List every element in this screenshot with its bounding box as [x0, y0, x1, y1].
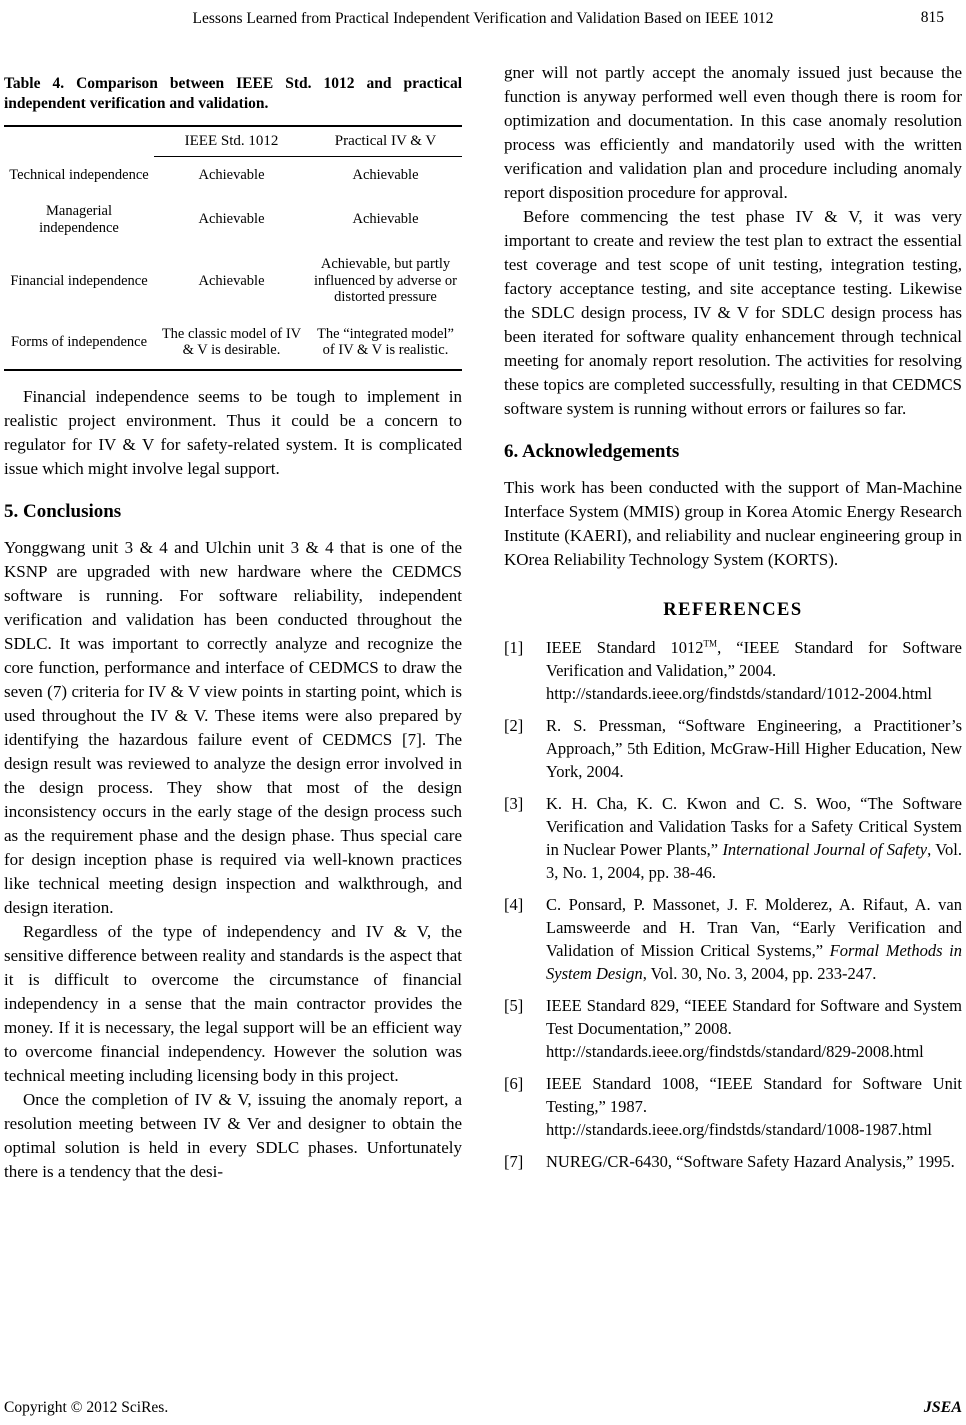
- journal-title-italic: Formal Methods in System Design: [546, 941, 962, 983]
- page-number: 815: [920, 9, 944, 26]
- right-column: [504, 61, 962, 1184]
- reference-url: http://standards.ieee.org/findstds/standard/1012-2004.html: [546, 684, 933, 703]
- reference-number: [4]: [504, 895, 524, 914]
- reference-item: [504, 1150, 962, 1173]
- reference-item: [504, 792, 962, 884]
- conclusions-heading: 5. Conclusions: [4, 500, 122, 522]
- table-cell: The “integrated model” of IV & V is realistic.: [317, 325, 454, 358]
- table-corner-cell: [4, 127, 154, 157]
- references-list: [504, 636, 962, 1173]
- paragraph-acknowledgements: This work has been conducted with the support of Man-Machine Interface System (MMIS) group in Korea Atomic Energy Research Institute (KAERI), and reliability and nuclear engineering group in KOrea Reliability Technology System (KORTS).: [504, 478, 962, 569]
- reference-text: NUREG/CR-6430, “Software Safety Hazard Analysis,” 1995.: [546, 1152, 955, 1171]
- table-row-label: Forms of independence: [10, 333, 148, 350]
- journal-title-italic: International Journal of Safety: [722, 840, 928, 859]
- reference-number: [7]: [504, 1152, 524, 1171]
- acknowledgements-heading: 6. Acknowledgements: [504, 441, 680, 462]
- paragraph-continued-from-left: gner will not partly accept the anomaly issued just because the function is anyway performed well even though there is room for optimization and documentation. In this case anomaly resolution process was efficiently and mandatorily used with the written verification and validation plan and procedure including anomaly report disposition procedure for approval.: [504, 63, 962, 202]
- table-cell: Achievable: [352, 166, 419, 183]
- reference-number: [5]: [504, 996, 524, 1015]
- reference-number: [6]: [504, 1074, 524, 1093]
- reference-text: C. Ponsard, P. Massonet, J. F. Molderez, A. Rifaut, A. van Lamsweerde and H. Tran Van, “Early Verification and Validation of Mission Critical Systems,” Formal Methods in System Design, Vol. 30, No. 3, 2004, pp. 233-247.: [546, 895, 962, 983]
- table-row-label: Managerial independence: [39, 203, 119, 236]
- page-body: [4, 61, 962, 1184]
- page-footer: [4, 1399, 962, 1417]
- reference-item: [504, 636, 962, 705]
- table-cell: The classic model of IV & V is desirable.: [161, 325, 302, 358]
- reference-item: [504, 1072, 962, 1141]
- table-row-label: Financial independence: [10, 272, 148, 289]
- references-heading: REFERENCES: [663, 600, 803, 620]
- journal-abbreviation: JSEA: [923, 1399, 962, 1416]
- table-cell: Achievable, but partly influenced by adverse or distorted pressure: [314, 256, 457, 305]
- table-header-practical: Practical IV & V: [309, 127, 462, 157]
- running-head: [4, 9, 962, 31]
- reference-number: [3]: [504, 794, 524, 813]
- reference-url: http://standards.ieee.org/findstds/standard/1008-1987.html: [546, 1120, 933, 1139]
- reference-number: [2]: [504, 716, 524, 735]
- reference-item: [504, 994, 962, 1063]
- left-column: [4, 61, 462, 1184]
- paragraph-test-phase: Before commencing the test phase IV & V, it was very important to create and review the test plan to extract the essential test coverage and test scope of unit testing, integration testing, factory acceptance testing, and site acceptance testing. Likewise the SDLC design process, IV & V for SDLC design process has been iterated for software quality enhancement through technical meeting for anomaly report resolution. The activities for resolving these topics are completed successfully, resulting in that CEDMCS software system is running without errors or failures so far.: [504, 207, 962, 418]
- reference-item: [504, 714, 962, 783]
- trademark-superscript: TM: [703, 638, 718, 649]
- paragraph-conclusions-2: Regardless of the type of independency and IV & V, the sensitive difference between reality and standards is the aspect that it is difficult to overcome the circumstance of financial independency in a sense that the main contractor provides the money. If it is necessary, the legal support will be an efficient way to overcome financial independency. However the solution was technical meeting including licensing body in this project.: [4, 921, 462, 1085]
- reference-url: http://standards.ieee.org/findstds/standard/829-2008.html: [546, 1042, 924, 1061]
- table-cell: Achievable: [198, 211, 265, 228]
- reference-item: [504, 893, 962, 985]
- reference-text: IEEE Standard 829, “IEEE Standard for Software and System Test Documentation,” 2008. http://standards.ieee.org/findstds/standard/829-2008.html: [546, 996, 962, 1061]
- paragraph-conclusions-3: Once the completion of IV & V, issuing the anomaly report, a resolution meeting between IV & Ver and designer to obtain the optimal solution is held in every SDLC phases. Unfortunately there is a tendency that the desi-: [4, 1089, 462, 1181]
- table-cell: Achievable: [352, 211, 419, 228]
- table-header-ieee: IEEE Std. 1012: [154, 127, 309, 157]
- running-head-title: Lessons Learned from Practical Independent Verification and Validation Based on IEEE 1012: [192, 10, 774, 27]
- table-cell: Achievable: [198, 272, 265, 289]
- table-caption: Table 4. Comparison between IEEE Std. 1012 and practical independent verification and validation.: [4, 75, 462, 112]
- reference-text: IEEE Standard 1012™, “IEEE Standard for Software Verification and Validation,” 2004. http://standards.ieee.org/findstds/standard/1012-2004.html: [546, 638, 962, 703]
- reference-text: IEEE Standard 1008, “IEEE Standard for Software Unit Testing,” 1987. http://standards.ieee.org/findstds/standard/1008-1987.html: [546, 1074, 962, 1139]
- reference-text: K. H. Cha, K. C. Kwon and C. S. Woo, “The Software Verification and Validation Tasks for a Safety Critical System in Nuclear Power Plants,” International Journal of Safety, Vol. 3, No. 1, 2004, pp. 38-46.: [546, 794, 963, 882]
- reference-text: R. S. Pressman, “Software Engineering, a Practitioner’s Approach,” 5th Edition, McGraw-Hill Higher Education, New York, 2004.: [546, 716, 962, 781]
- paragraph-financial-independence: Financial independence seems to be tough to implement in realistic project environment. Thus it could be a concern to regulator for IV & V for safety-related system. It is complicated issue which might involve legal support.: [4, 386, 462, 478]
- comparison-table: [4, 125, 462, 371]
- table-cell: Achievable: [198, 166, 265, 183]
- paragraph-conclusions-1: Yonggwang unit 3 & 4 and Ulchin unit 3 & 4 that is one of the KSNP are upgraded with new hardware where the CEDMCS software is running. For software reliability, independent verification and validation has been conducted throughout the SDLC. It was important to correctly analyze and recognize the core function, performance and interface of CEDMCS to draw the seven (7) criteria for IV & V view points in starting point, which is used throughout the IV & V. These items were also prepared by identifying the hazardous failure event of CEDMCS [7]. The design result was reviewed to analyze the design error involved in the design process. They show that most of the design inconsistency occurs in the early stage of the design process such as the requirement phase and the design phase. Thus special care for design inception phase is required via well-known practices like technical meeting design inspection and walkthrough, and design iteration.: [4, 537, 462, 917]
- copyright-notice: Copyright © 2012 SciRes.: [4, 1399, 169, 1416]
- table-row-label: Technical independence: [9, 166, 149, 183]
- reference-number: [1]: [504, 638, 524, 657]
